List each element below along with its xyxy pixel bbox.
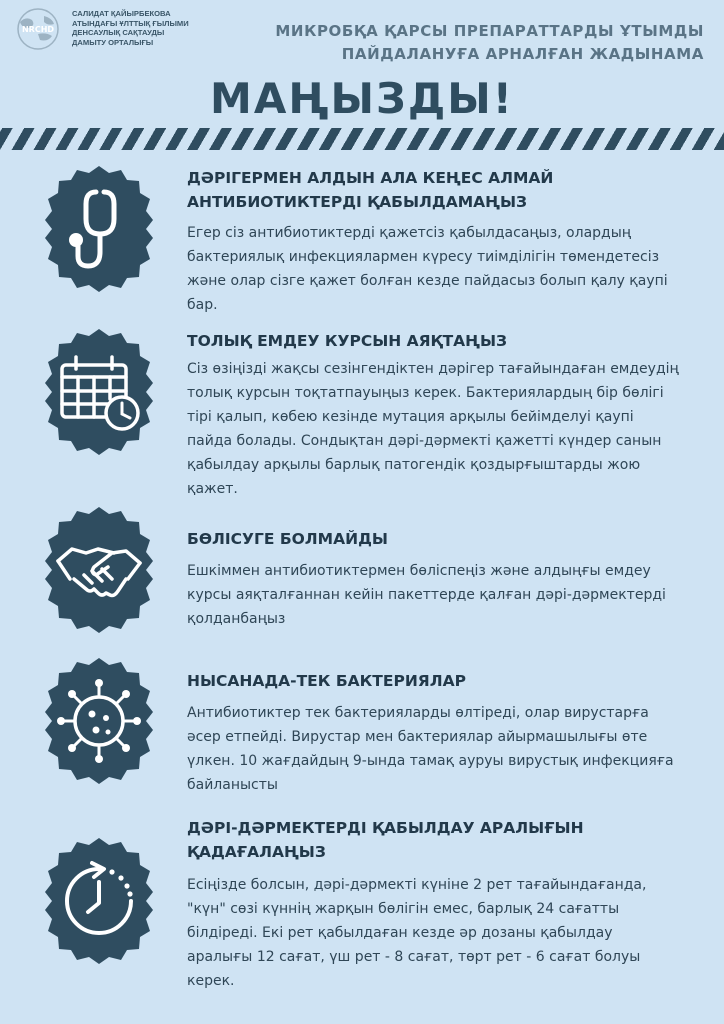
clock-arrow-icon [34,836,164,966]
handshake-icon [34,505,164,635]
section-heading: ДӘРІГЕРМЕН АЛДЫН АЛА КЕҢЕС АЛМАЙ АНТИБИОТИКТЕРДІ ҚАБЫЛДАМАҢЫЗ [187,169,554,211]
organization-name [72,9,222,47]
stethoscope-icon [34,164,164,294]
nrchd-logo [8,6,68,52]
section-heading: НЫСАНАДА-ТЕК БАКТЕРИЯЛАР [187,672,466,690]
memo-line: МИКРОБҚА ҚАРСЫ ПРЕПАРАТТАРДЫ ҰТЫМДЫ [275,22,704,40]
section-heading: БӨЛІСУГЕ БОЛМАЙДЫ [187,530,388,548]
org-line: САЛИДАТ ҚАЙЫРБЕКОВА [72,9,171,18]
section-body: Егер сіз антибиотиктерді қажетсіз қабылдасаңыз, олардың бактериялық инфекциялармен күресу тиімділігін төмендетесіз және олар сізге қажет болған кезде пайдасыз болып қалу қаупі бар. [187,225,668,313]
badge-shape [45,166,153,292]
virus-icon [34,656,164,786]
svg-text:NRCHD: NRCHD [21,25,55,34]
calendar-clock-icon [34,327,164,457]
section-heading: ДӘРІ-ДӘРМЕКТЕРДІ ҚАБЫЛДАУ АРАЛЫҒЫН ҚАДАҒАЛАҢЫЗ [187,819,584,861]
section-body: Антибиотиктер тек бактерияларды өлтіреді, олар вирустарға әсер етпейді. Вирустар мен бактериялар айырмашылығы өте үлкен. 10 жағдайдың 9-ында тамақ ауруы вирустық инфекцияға байланысты [187,705,674,793]
section-body: Есіңізде болсын, дәрі-дәрмекті күніне 2 рет тағайындағанда, "күн" сөзі күннің жарқын бөлігін емес, барлық 24 сағатты білдіреді. Екі рет қабылдаған кезде әр дозаны қабылдау аралығы 12 сағат, үш рет - 8 сағат, төрт рет - 6 сағат болуы керек. [187,877,647,989]
org-line: ДЕНСАУЛЫҚ САҚТАУДЫ [72,28,165,38]
section-body: Сіз өзіңізді жақсы сезінгендіктен дәрігер тағайындаған емдеудің толық курсын тоқтатпауыңыз керек. Бактериялардың бір бөлігі тірі қалып, көбею кезінде мутация арқылы бейімделуі қаупі пайда болады. Сондықтан дәрі-дәрмекті қажетті күндер санын қабылдау арқылы барлық патогендік қоздырғыштарды жою қажет. [187,361,679,497]
memo-line: ПАЙДАЛАНУҒА АРНАЛҒАН ЖАДЫНАМА [341,45,704,63]
org-line: ДАМЫТУ ОРТАЛЫҒЫ [72,37,154,47]
section-heading: ТОЛЫҚ ЕМДЕУ КУРСЫН АЯҚТАҢЫЗ [187,332,508,350]
org-line: АТЫНДАҒЫ ҰЛТТЫҚ ҒЫЛЫМИ [72,18,189,28]
hazard-stripe-divider [0,128,724,150]
memo-title [275,20,704,66]
page-title: МАҢЫЗДЫ! [210,74,514,123]
section-body: Ешкіммен антибиотиктермен бөліспеңіз және алдыңғы емдеу курсы аяқталғаннан кейін пакеттерде қалған дәрі-дәрмектерді қолданбаңыз [187,563,666,627]
